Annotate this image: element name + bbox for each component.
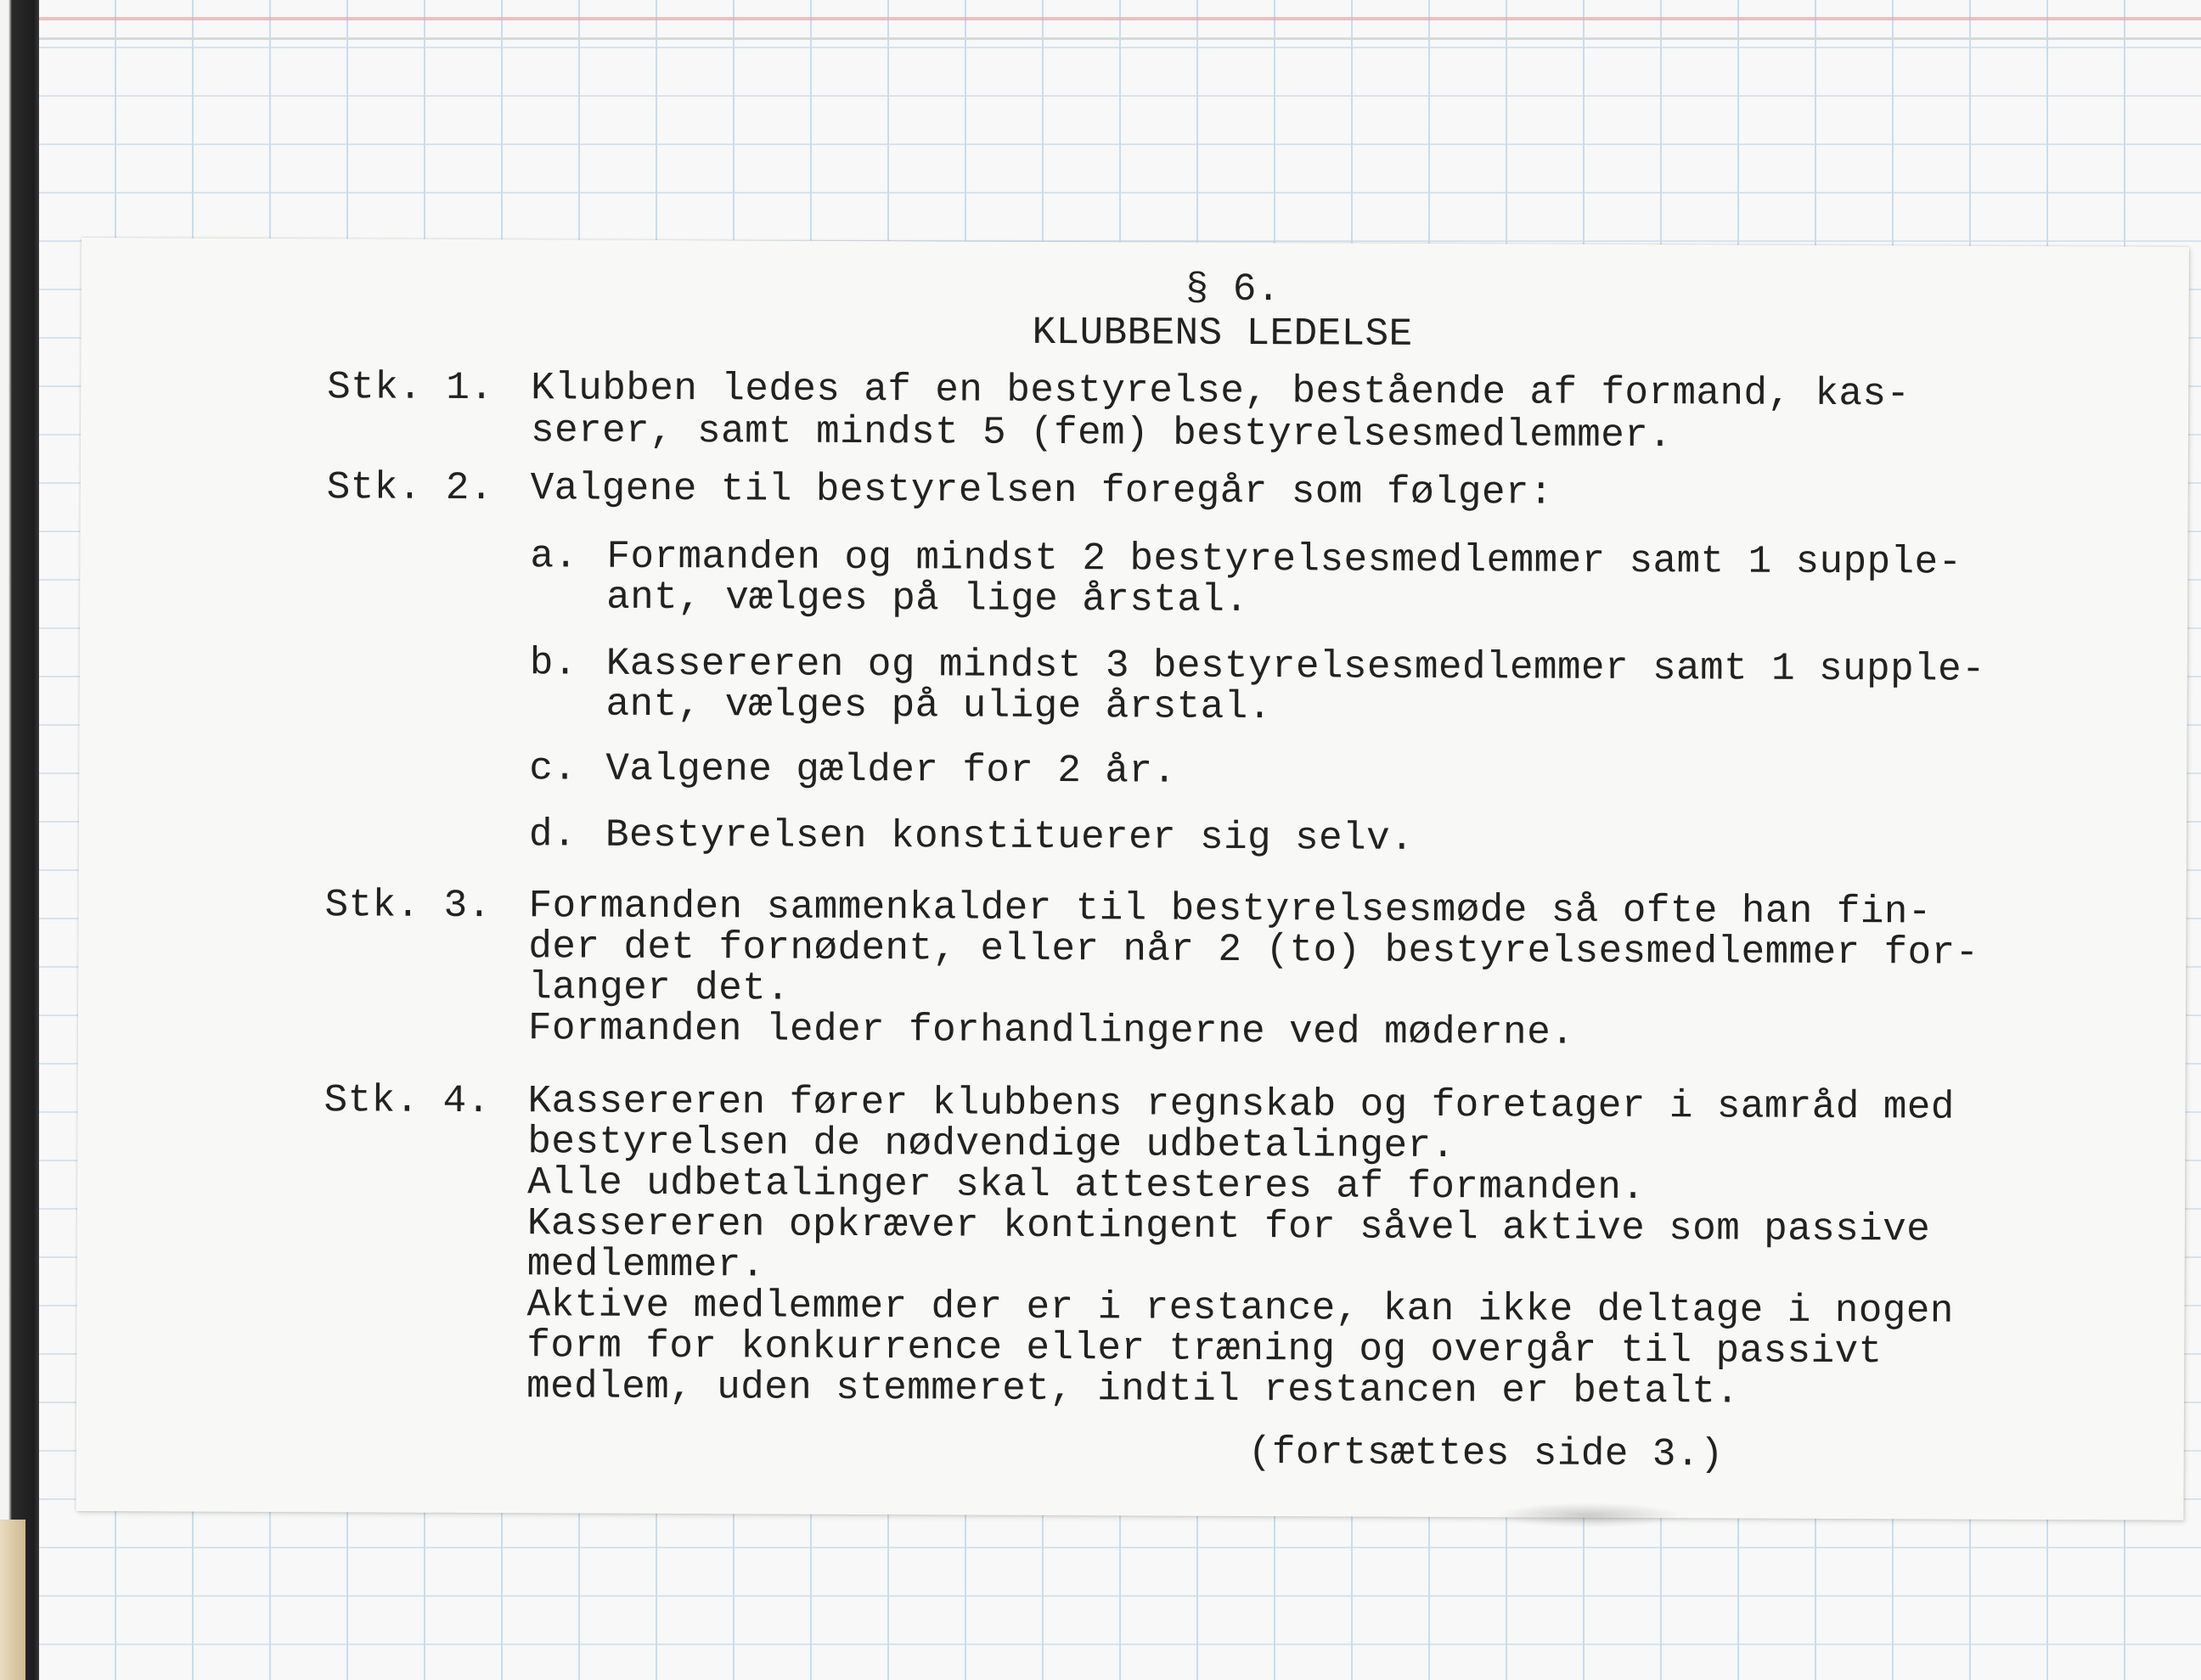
item-letter-c: c.: [529, 746, 577, 791]
paragraph-line: bestyrelsen de nødvendige udbetalinger.: [527, 1120, 1455, 1169]
paragraph-line: Formanden leder forhandlingerne ved møderne.: [527, 1006, 1575, 1055]
item-line: Kassereren og mindst 3 bestyrelsesmedlemmer samt 1 supple-: [605, 641, 1986, 692]
ink-smudge: [1495, 1503, 1681, 1528]
item-line: ant, vælges på ulige årstal.: [605, 682, 1272, 730]
typed-sheet: [76, 238, 2189, 1520]
item-letter-d: d.: [528, 812, 577, 857]
paragraph-label-stk-1: Stk. 1.: [327, 365, 494, 411]
margin-line: [39, 17, 2201, 20]
item-letter-b: b.: [529, 641, 577, 686]
paragraph-line: Valgene til bestyrelsen foregår som følger:: [530, 466, 1554, 515]
item-letter-a: a.: [530, 534, 578, 579]
binder-spine-edge: [0, 1520, 25, 1680]
paragraph-label-stk-3: Stk. 3.: [324, 883, 492, 929]
section-number: § 6.: [1185, 267, 1281, 312]
item-line: Bestyrelsen konstituerer sig selv.: [605, 812, 1415, 861]
item-line: Valgene gælder for 2 år.: [605, 746, 1177, 794]
paragraph-line: langer det.: [528, 965, 791, 1011]
paragraph-line: Klubben ledes af en bestyrelse, bestående af formand, kas-: [531, 366, 1911, 417]
paragraph-label-stk-4: Stk. 4.: [324, 1078, 491, 1124]
paragraph-line: der det fornødent, eller når 2 (to) bestyrelsesmedlemmer for-: [528, 924, 1979, 975]
binder-spine: [0, 0, 39, 1680]
paragraph-line: Aktive medlemmer der er i restance, kan ikke deltage i nogen: [526, 1283, 1954, 1334]
paragraph-label-stk-2: Stk. 2.: [326, 465, 493, 511]
paragraph-line: form for konkurrence eller træning og overgår til passivt: [526, 1323, 1883, 1374]
paragraph-line: Alle udbetalinger skal attesteres af formanden.: [527, 1160, 1646, 1211]
page-top-edge: [39, 37, 2201, 40]
paragraph-line: Kassereren opkræver kontingent for såvel aktive som passive: [526, 1201, 1931, 1252]
item-line: ant, vælges på lige årstal.: [606, 575, 1249, 623]
section-title: KLUBBENS LEDELSE: [1032, 310, 1413, 357]
item-line: Formanden og mindst 2 bestyrelsesmedlemmer samt 1 supple-: [606, 534, 1962, 585]
paragraph-line: serer, samt mindst 5 (fem) bestyrelsesmedlemmer.: [530, 408, 1673, 458]
paragraph-line: medlemmer.: [526, 1242, 765, 1288]
paragraph-line: Kassereren fører klubbens regnskab og foretager i samråd med: [527, 1079, 1955, 1130]
paragraph-line: Formanden sammenkalder til bestyrelsesmøde så ofte han fin-: [528, 884, 1932, 935]
paragraph-line: medlem, uden stemmeret, indtil restancen er betalt.: [526, 1364, 1740, 1414]
continuation-note: (fortsættes side 3.): [1247, 1430, 1724, 1477]
